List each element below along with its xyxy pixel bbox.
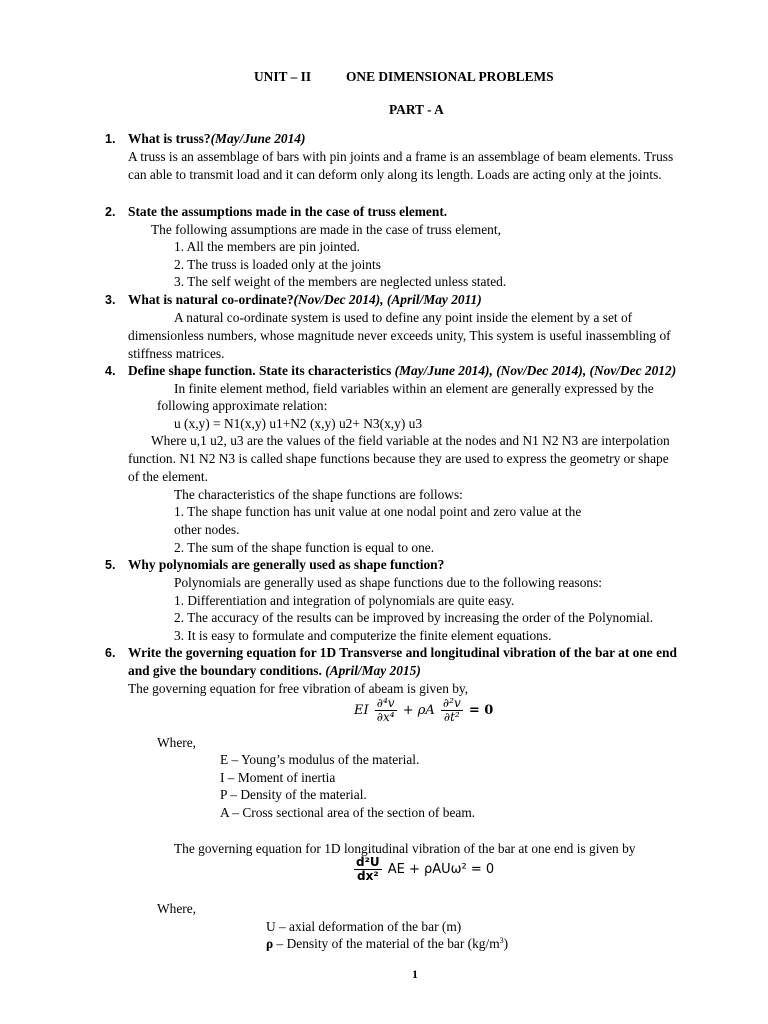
answer-line: other nodes. [174, 522, 240, 537]
question-number: 6. [105, 646, 116, 660]
answer-line: 1. The shape function has unit value at one nodal point and zero value at the [174, 504, 582, 519]
question-6-line-1: Write the governing equation for 1D Transverse and longitudinal vibration of the bar at one end [128, 645, 677, 660]
answer-line: dimensionless numbers, whose magnitude never exceeds unity, This system is useful inassembling of [128, 328, 671, 343]
part-heading: PART - A [389, 102, 444, 117]
question-4: Define shape function. State its characteristics (May/June 2014), (Nov/Dec 2014), (Nov/Dec 2012) [128, 363, 677, 378]
answer-line: Where u,1 u2, u3 are the values of the field variable at the nodes and N1 N2 N3 are interpolation [151, 433, 670, 448]
answer-line: of the element. [128, 469, 208, 484]
definition-line: A – Cross sectional area of the section of beam. [220, 805, 476, 820]
answer-line: The characteristics of the shape functions are follows: [174, 487, 463, 502]
question-6-line-2: and give the boundary conditions. (April/May 2015) [128, 663, 421, 678]
definition-line: U – axial deformation of the bar (m) [266, 919, 462, 934]
answer-line: can able to transmit load and it can deform only along its length. Loads are acting only at the joints. [128, 167, 662, 182]
answer-line: 1. Differentiation and integration of polynomials are quite easy. [174, 593, 515, 608]
question-1: What is truss?(May/June 2014) [128, 131, 306, 146]
answer-line: A natural co-ordinate system is used to define any point inside the element by a set of [174, 310, 633, 325]
question-number: 2. [105, 205, 116, 219]
answer-line: A truss is an assemblage of bars with pin joints and a frame is an assemblage of beam elements. Truss [128, 149, 674, 164]
answer-line: function. N1 N2 N3 is called shape functions because they are used to express the geometry or shape [128, 451, 669, 466]
answer-line: The governing equation for 1D longitudinal vibration of the bar at one end is given by [174, 841, 636, 856]
where-label: Where, [157, 735, 197, 750]
question-number: 5. [105, 558, 116, 572]
where-label: Where, [157, 901, 197, 916]
answer-line: 1. All the members are pin jointed. [174, 239, 360, 254]
answer-line: The governing equation for free vibration of abeam is given by, [128, 681, 469, 696]
question-2: State the assumptions made in the case of truss element. [128, 204, 448, 219]
definition-line: E – Young’s modulus of the material. [220, 752, 420, 767]
answer-line: Polynomials are generally used as shape functions due to the following reasons: [174, 575, 603, 590]
question-number: 1. [105, 132, 116, 146]
answer-line: 2. The accuracy of the results can be improved by increasing the order of the Polynomial. [174, 610, 654, 625]
unit-heading: UNIT – II [254, 69, 312, 84]
answer-line: 3. It is easy to formulate and computerize the finite element equations. [174, 628, 552, 643]
page-number: 1 [412, 967, 418, 981]
question-3: What is natural co-ordinate?(Nov/Dec 2014), (April/May 2011) [128, 292, 482, 307]
answer-line: 2. The truss is loaded only at the joints [174, 257, 381, 272]
transverse-vibration-equation: EI $\frac{\text{∂⁴v}}{\text{∂x⁴}}$ + ρA $\frac{\text{∂²v}}{\text{∂t²}}$ = 0 [354, 696, 494, 724]
answer-line: stiffness matrices. [128, 346, 225, 361]
definition-line: P – Density of the material. [220, 787, 367, 802]
longitudinal-vibration-equation: $\frac{\text{d²U}}{\text{dx²}}$ AE + ρAUω² = 0 [356, 855, 495, 883]
definition-line: I – Moment of inertia [220, 770, 336, 785]
answer-line: 2. The sum of the shape function is equal to one. [174, 540, 435, 555]
answer-equation: u (x,y) = N1(x,y) u1+N2 (x,y) u2+ N3(x,y) u3 [174, 416, 423, 431]
answer-line: 3. The self weight of the members are neglected unless stated. [174, 274, 507, 289]
answer-line: In finite element method, field variables within an element are generally expressed by the [174, 381, 654, 396]
question-number: 4. [105, 364, 116, 378]
answer-line: The following assumptions are made in the case of truss element, [151, 222, 501, 237]
question-5: Why polynomials are generally used as shape function? [128, 557, 445, 572]
answer-line: following approximate relation: [157, 398, 328, 413]
question-number: 3. [105, 293, 116, 307]
definition-line: ρ – Density of the material of the bar $(kg/m^3)$ [266, 936, 509, 951]
unit-title: ONE DIMENSIONAL PROBLEMS [346, 69, 554, 84]
